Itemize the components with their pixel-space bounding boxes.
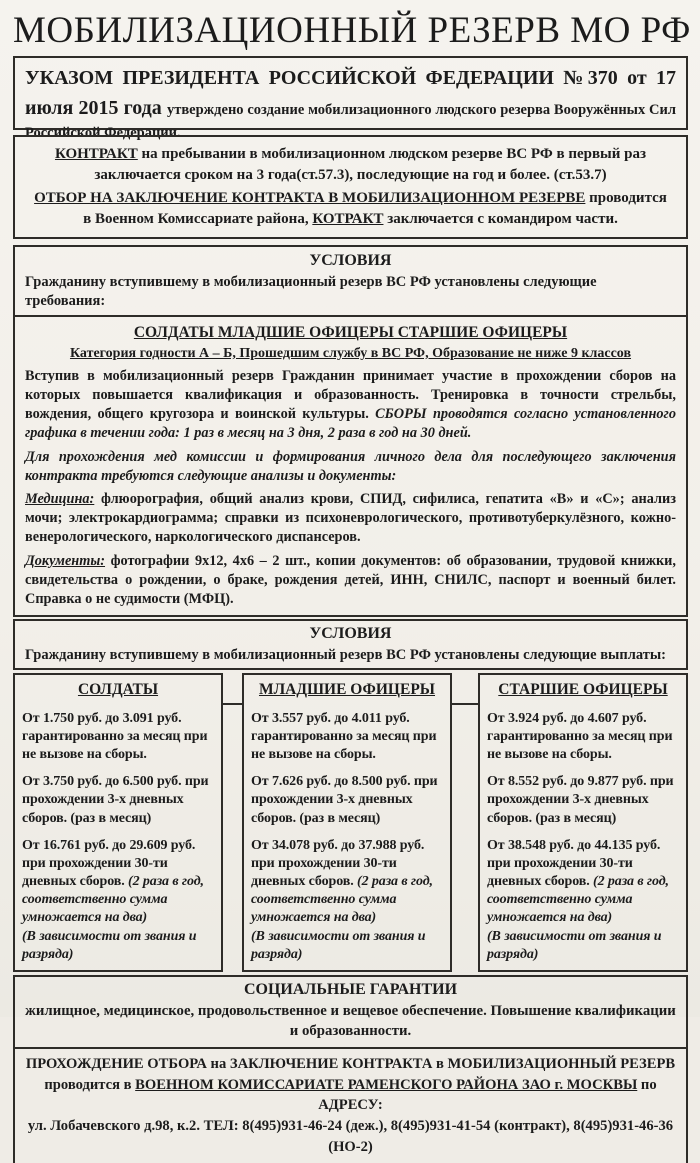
column-senior-officers-title: СТАРШИЕ ОФИЦЕРЫ — [498, 681, 668, 699]
footer-commissariat-underline: ВОЕННОМ КОМИССАРИАТЕ РАМЕНСКОГО РАЙОНА ЗАО г. МОСКВЫ — [135, 1076, 638, 1093]
senior-monthly-pay: От 3.924 руб. до 4.607 руб. гарантированно за месяц при не вызове на сборы. — [487, 710, 673, 762]
senior-threeday-pay: От 8.552 руб. до 9.877 руб. при прохождении 3-х дневных сборов. (раз в месяц) — [487, 774, 674, 826]
social-heading: СОЦИАЛЬНЫЕ ГАРАНТИИ — [243, 981, 458, 999]
decree-rest-text: утверждено создание мобилизационного людского резерва Вооружённых Сил Российской Федерации. — [25, 102, 676, 141]
contract-box — [13, 135, 688, 239]
med-commission-intro: Для прохождения мед комиссии и формирования личного дела для последующего заключения контракта требуются следующие анализы и документы: — [25, 448, 676, 484]
training-plain-text: Вступив в мобилизационный резерв Гражданин принимает участие в прохождении сборов на которых повышается квалификация и образованность. Тренировка в точности стрельбы, вождения, общего кругозора и воинской культуры. — [25, 368, 676, 423]
column-connector-line — [450, 703, 478, 705]
payments-columns — [13, 673, 688, 972]
column-junior-officers — [242, 673, 452, 972]
medicine-paragraph — [25, 490, 676, 547]
soldiers-thirtyday-italic: (2 раза в год, соответственно сумма умножается на два) — [22, 874, 204, 926]
requirements-body — [15, 317, 686, 614]
junior-thirtyday-pay — [251, 837, 443, 964]
payments-header-box — [13, 619, 688, 671]
selection-mid-text: проводится в Военном Комиссариате района, — [83, 190, 667, 228]
decree-paragraph — [25, 63, 676, 145]
decree-box — [13, 56, 688, 141]
document-title: МОБИЛИЗАЦИОННЫЙ РЕЗЕРВ МО РФ — [13, 10, 691, 51]
requirements-box — [13, 245, 688, 617]
contract-term-paragraph — [29, 144, 672, 185]
junior-thirtyday-plain: От 34.078 руб. до 37.988 руб. при прохождении 30-ти дневных сборов. — [251, 837, 425, 890]
selection-label: ОТБОР НА ЗАКЛЮЧЕНИЕ КОНТРАКТА В МОБИЛИЗАЦИОННОМ РЕЗЕРВЕ — [34, 190, 586, 207]
medicine-text: флюорография, общий анализ крови, СПИД, сифилиса, гепатита «В» и «С»; анализ мочи; электрокардиограмма; справки из психоневрологического, противотуберкулёзного, кожно-венерологического, наркологического диспансеров. — [25, 491, 676, 546]
soldiers-rank-note: (В зависимости от звания и разряда) — [22, 928, 197, 962]
documents-paragraph — [25, 552, 676, 609]
social-guarantees-box — [13, 975, 688, 1049]
footer-line1-pre: ПРОХОЖДЕНИЕ ОТБОРА на ЗАКЛЮЧЕНИЕ КОНТРАКТА в МОБИЛИЗАЦИОННЫЙ РЕЗЕРВ проводится в — [25, 1055, 676, 1093]
junior-threeday-pay: От 7.626 руб. до 8.500 руб. при прохождении 3-х дневных сборов. (раз в месяц) — [251, 774, 438, 826]
training-paragraph — [25, 367, 676, 442]
documents-text: фотографии 9х12, 4х6 – 2 шт., копии документов: об образовании, трудовой книжки, свидетельства о рождении, о браке, рождения детей, ИНН, СНИЛС, паспорт и военный билет. Справка о не судимости (МФЦ). — [25, 553, 676, 607]
senior-thirtyday-italic: (2 раза в год, соответственно сумма умножается на два) — [487, 874, 669, 926]
requirements-heading: УСЛОВИЯ — [309, 251, 392, 269]
training-italic-text: СБОРЫ проводятся согласно установленного графика в течении года: 1 раз в месяц на 3 дня, 2 раза в год на 30 дней. — [25, 406, 676, 441]
soldiers-thirtyday-plain: От 16.761 руб. до 29.609 руб. при прохождении 30-ти дневных сборов. — [22, 837, 196, 890]
column-soldiers-title: СОЛДАТЫ — [77, 681, 159, 699]
contract-selection-paragraph — [29, 188, 672, 229]
medicine-label: Медицина: — [25, 491, 95, 508]
senior-thirtyday-plain: От 38.548 руб. до 44.135 руб. при прохождении 30-ти дневных сборов. — [487, 837, 661, 890]
kotrakt-label: КОТРАКТ — [312, 211, 384, 228]
footer-address-phones: ул. Лобачевского д.98, к.2. ТЕЛ: 8(495)931-46-24 (деж.), 8(495)931-41-54 (контракт), 8(495)931-46-36 (НО-2) — [27, 1118, 674, 1155]
junior-monthly-pay: От 3.557 руб. до 4.011 руб. гарантированно за месяц при не вызове на сборы. — [251, 710, 437, 762]
payments-heading: УСЛОВИЯ — [309, 624, 392, 642]
senior-rank-note: (В зависимости от звания и разряда) — [487, 928, 662, 962]
category-line: Категория годности А – Б, Прошедшим службу в ВС РФ, Образование не ниже 9 классов — [69, 345, 632, 361]
column-junior-officers-title: МЛАДШИЕ ОФИЦЕРЫ — [258, 681, 436, 699]
soldiers-threeday-pay: От 3.750 руб. до 6.500 руб. при прохождении 3-х дневных сборов. (раз в месяц) — [22, 774, 209, 826]
soldiers-thirtyday-pay — [22, 837, 214, 964]
social-text: жилищное, медицинское, продовольственное и вещевое обеспечение. Повышение квалификации и образованности. — [25, 1003, 676, 1040]
payments-intro: Гражданину вступившему в мобилизационный резерв ВС РФ установлены следующие выплаты: — [25, 646, 666, 663]
documents-label: Документы: — [25, 553, 106, 570]
column-connector-line — [221, 703, 242, 705]
footer-box — [13, 1049, 688, 1163]
column-soldiers — [13, 673, 223, 972]
senior-thirtyday-pay — [487, 837, 679, 964]
column-senior-officers — [478, 673, 688, 972]
junior-thirtyday-italic: (2 раза в год, соответственно сумма умножается на два) — [251, 874, 433, 926]
contract-term-label: КОНТРАКТ — [54, 146, 138, 162]
footer-selection-line — [23, 1054, 678, 1116]
junior-rank-note: (В зависимости от звания и разряда) — [251, 928, 426, 962]
footer-line1-post: по АДРЕСУ: — [318, 1076, 657, 1114]
requirements-header-row — [15, 247, 686, 318]
decree-lead-text: УКАЗОМ ПРЕЗИДЕНТА РОССИЙСКОЙ ФЕДЕРАЦИИ №370 от 17 июля 2015 года — [25, 67, 676, 119]
ranks-title: СОЛДАТЫ МЛАДШИЕ ОФИЦЕРЫ СТАРШИЕ ОФИЦЕРЫ — [133, 324, 568, 342]
contract-term-text: на пребывании в мобилизационном людском резерве ВС РФ в первый раз заключается сроком на 3 года(ст.57.3), последующие на год и более. (ст.53.7) — [94, 146, 647, 183]
selection-end-text: заключается с командиром части. — [383, 211, 618, 228]
soldiers-monthly-pay: От 1.750 руб. до 3.091 руб. гарантированно за месяц при не вызове на сборы. — [22, 710, 208, 762]
requirements-intro: Гражданину вступившему в мобилизационный резерв ВС РФ установлены следующие требования: — [25, 273, 597, 309]
